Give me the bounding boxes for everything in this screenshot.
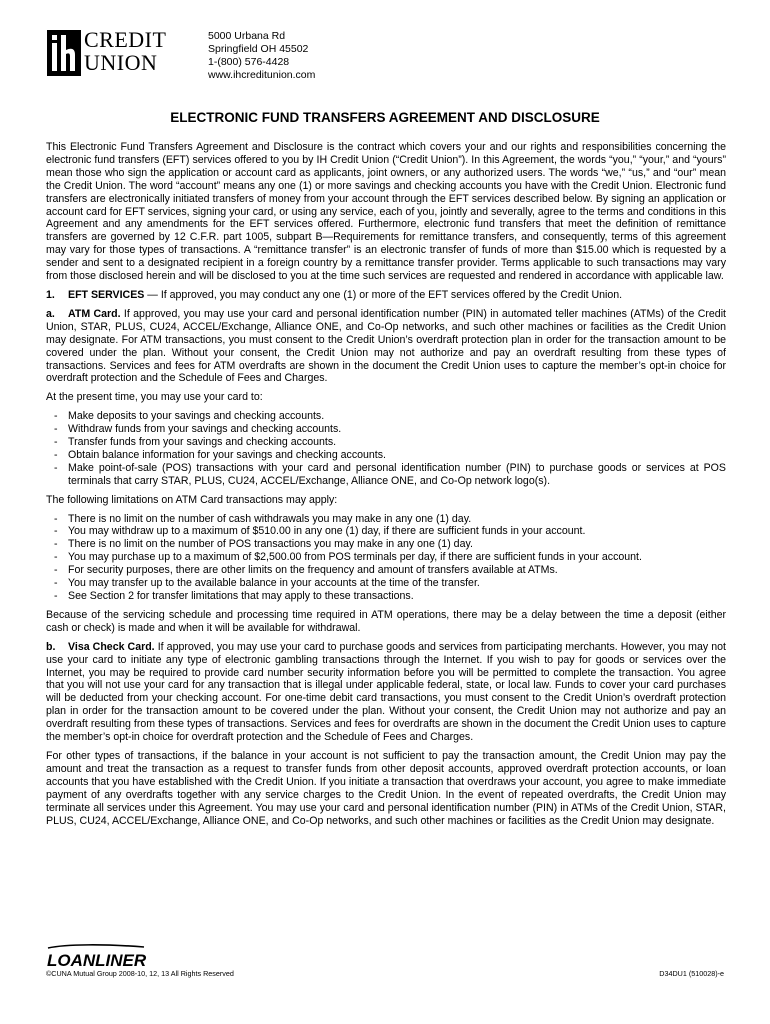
document-title: ELECTRONIC FUND TRANSFERS AGREEMENT AND DISCLOSURE	[170, 110, 600, 125]
loanliner-logo-text: LOANLINER	[47, 951, 147, 970]
atm-delay-paragraph: Because of the servicing schedule and processing time required in ATM operations, there may be a delay between the time a deposit (either cash or check) is made and when it will be available for withdrawal.	[46, 608, 726, 634]
section-1-number: 1.	[46, 288, 55, 301]
address-phone: 1-(800) 576-4428	[208, 56, 290, 68]
visa-card-heading: Visa Check Card.	[68, 640, 155, 653]
credit-union-logo	[46, 28, 196, 78]
section-1-heading: EFT SERVICES	[68, 288, 145, 301]
list-item: - Withdraw funds from your savings and checking accounts.	[46, 423, 726, 436]
atm-uses-intro: At the present time, you may use your card to:	[46, 391, 263, 404]
address-street: 5000 Urbana Rd	[208, 30, 286, 42]
atm-card-label: a.	[46, 307, 55, 320]
address-city: Springfield OH 45502	[208, 43, 309, 55]
other-transactions-paragraph: For other types of transactions, if the balance in your account is not sufficient to pay the transaction amount, the Credit Union may pay the amount and treat the transaction as a request to transfer funds from other deposit accounts, approved overdraft protection accounts, or loan accounts that you have established with the Credit Union. If you initiate a transaction that overdraws your account, you agree to make immediate payment of any overdrafts together with any service charges to the Credit Union. In the event of repeated overdrafts, the Credit Union may terminate all services under this Agreement. You may use your card and personal identification number (PIN) in ATMs of the Credit Union, STAR, PLUS, CU24, ACCEL/Exchange, Alliance ONE, and Co-Op networks, and such other machines or facilities as the Credit Union may designate.	[46, 749, 726, 827]
list-item: - For security purposes, there are other limits on the frequency and amount of transfers available at ATMs.	[46, 564, 726, 577]
footer-copyright: ©CUNA Mutual Group 2008-10, 12, 13 All Rights Reserved	[46, 969, 234, 978]
list-item: - Obtain balance information for your savings and checking accounts.	[46, 449, 726, 462]
list-item: - There is no limit on the number of POS transactions you may make in any one (1) day.	[46, 538, 726, 551]
logo-word-credit: CREDIT	[84, 27, 167, 52]
list-item: - You may withdraw up to a maximum of $510.00 in any one (1) day, if there are sufficient funds in your account.	[46, 525, 726, 538]
section-1	[46, 289, 726, 302]
list-item: - Make point-of-sale (POS) transactions with your card and personal identification number (PIN) to purchase goods or services at POS terminals that carry STAR, PLUS, CU24, ACCEL/Exchange, Alliance ONE, and Co-Op network logo(s).	[46, 462, 726, 488]
atm-card-paragraph	[46, 308, 726, 385]
list-item: - Make deposits to your savings and checking accounts.	[46, 410, 726, 423]
address-block	[208, 30, 315, 82]
intro-paragraph: This Electronic Fund Transfers Agreement and Disclosure is the contract which covers your and our rights and responsibilities concerning the electronic fund transfers (EFT) services offered to you by IH Credit Union (“Credit Union”). In this Agreement, the words “you,” “your,” and “yours” mean those who sign the application or account card as applicants, joint owners, or any authorized users. The words “we,” “us,” and “our” mean the Credit Union. The word “account” means any one (1) or more savings and checking accounts you have with the Credit Union. Electronic fund transfers are electronically initiated transfers of money from your account through the EFT services described below. By signing an application or account card for EFT services, signing your card, or using any service, each of you, jointly and severally, agree to the terms and conditions in this Agreement and any amendments for the EFT services offered. Furthermore, electronic fund transfers that meet the definition of remittance transfers are governed by 12 C.F.R. part 1005, subpart B—Requirements for remittance transfers, and consequently, terms of this agreement may vary for those types of transactions. A “remittance transfer” is an electronic transfer of funds of more than $15.00 which is requested by a sender and sent to a designated recipient in a foreign country by a remittance transfer provider. Terms applicable to such transactions may vary from those disclosed herein and will be disclosed to you at the time such services are requested and rendered in accordance with applicable law.	[46, 141, 726, 283]
address-website: www.ihcreditunion.com	[208, 69, 316, 81]
atm-card-text: If approved, you may use your card and personal identification number (PIN) in automated teller machines (ATMs) of the Credit Union, STAR, PLUS, CU24, ACCEL/Exchange, Alliance ONE, and Co-Op networks, and such other machines or facilities as the Credit Union may designate. For ATM transactions, you must consent to the Credit Union’s overdraft protection plan in order for the transaction amount to be covered under the plan. Without your consent, the Credit Union may not authorize and pay an overdraft resulting from these types of transactions. Services and fees for ATM overdrafts are shown in the document the Credit Union uses to capture the member’s opt-in choice for overdraft protection and the Schedule of Fees and Charges.	[46, 307, 726, 385]
atm-uses-list	[46, 410, 726, 487]
atm-limits-list	[46, 513, 726, 603]
visa-card-paragraph	[46, 641, 726, 744]
logo-word-union: UNION	[84, 50, 158, 75]
document-body	[46, 141, 726, 833]
atm-card-heading: ATM Card.	[68, 307, 121, 320]
visa-card-text: If approved, you may use your card to purchase goods and services from participating merchants. However, you may not use your card to initiate any type of electronic gambling transactions through the Internet. If you wish to pay for goods or services over the Internet, you may be required to provide card number security information before you will be permitted to complete the transaction. You agree that you will not use your card for any transaction that is illegal under applicable federal, state, or local law. Funds to cover your card purchases will be deducted from your checking account. For one-time debit card transactions, you must consent to the Credit Union’s overdraft protection plan in order for the transaction amount to be covered under the plan. Without your consent, the Credit Union may not authorize and pay an overdraft resulting from these types of transactions. Services and fees for overdrafts are shown in the document the Credit Union uses to capture the member’s opt-in choice for overdraft protection and the Schedule of Fees and Charges.	[46, 640, 726, 744]
list-item: - Transfer funds from your savings and checking accounts.	[46, 436, 726, 449]
loanliner-logo	[46, 944, 166, 970]
ih-logo-mark-icon	[46, 28, 82, 78]
visa-card-label: b.	[46, 640, 56, 653]
section-1-text: — If approved, you may conduct any one (1) or more of the EFT services offered by the Credit Union.	[144, 288, 623, 301]
list-item: - There is no limit on the number of cash withdrawals you may make in any one (1) day.	[46, 513, 726, 526]
list-item: - You may transfer up to the available balance in your accounts at the time of the transfer.	[46, 577, 726, 590]
atm-limits-intro: The following limitations on ATM Card transactions may apply:	[46, 493, 338, 506]
list-item: - You may purchase up to a maximum of $2,500.00 from POS terminals per day, if there are sufficient funds in your account.	[46, 551, 726, 564]
list-item: - See Section 2 for transfer limitations that may apply to these transactions.	[46, 590, 726, 603]
footer-form-code: D34DU1 (510028)-e	[659, 969, 724, 978]
